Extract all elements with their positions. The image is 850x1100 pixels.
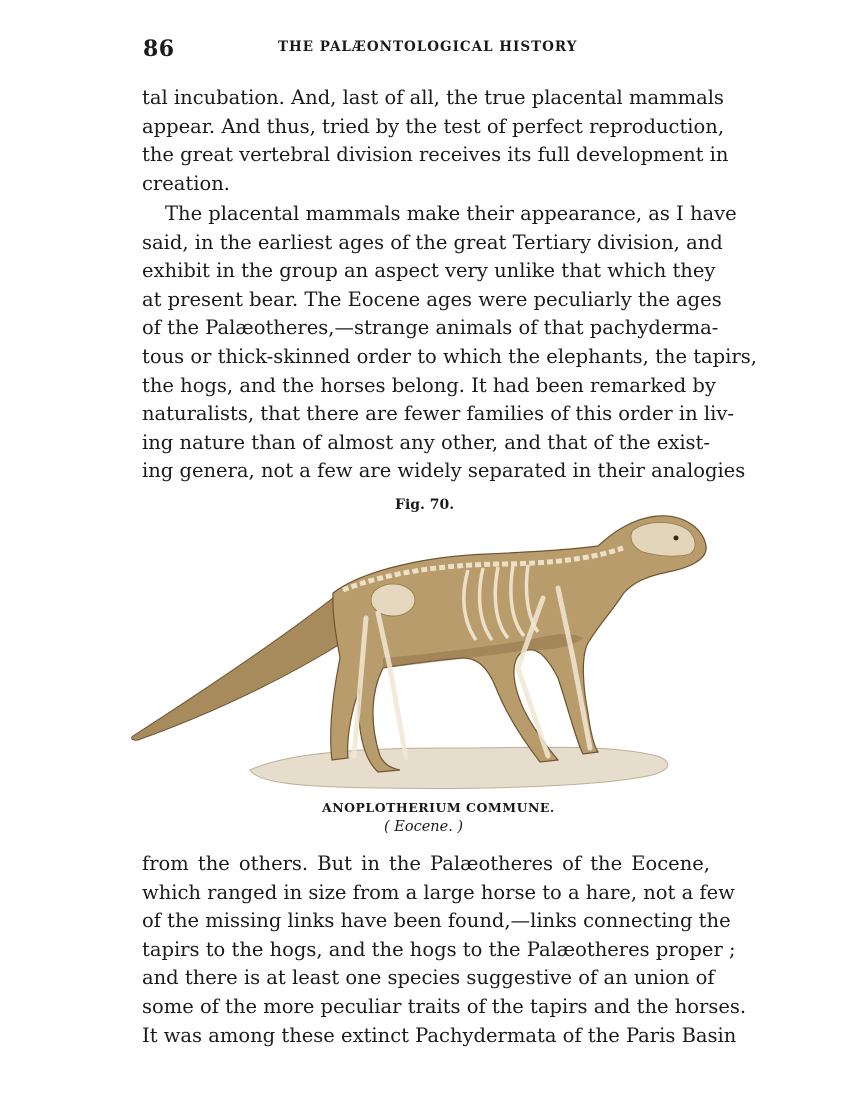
anoplotherium-illustration — [128, 508, 712, 798]
text-line: appear. And thus, tried by the test of perfect reproduction, — [142, 114, 725, 138]
text-line: tapirs to the hogs, and the hogs to the Palæotheres proper ; — [142, 937, 736, 961]
text-line: and there is at least one species suggestive of an union of — [142, 966, 715, 990]
text-line: creation. — [142, 171, 230, 195]
tail — [132, 590, 353, 740]
figure-label: Fig. 70. — [395, 497, 455, 513]
text-line: tal incubation. And, last of all, the true placental mammals — [142, 86, 724, 109]
text-line: the great vertebral division receives its full development in — [142, 143, 729, 167]
paragraph-1 — [142, 84, 729, 198]
page-number: 86 — [143, 36, 175, 62]
text-line: from the others. But in the Palæotheres of the Eocene, — [142, 852, 710, 875]
text-line: at present bear. The Eocene ages were peculiarly the ages — [142, 287, 722, 311]
paragraph-3 — [142, 850, 747, 1050]
text-line: which ranged in size from a large horse to a hare, not a few — [142, 880, 735, 904]
text-line: of the missing links have been found,—links connecting the — [142, 909, 731, 933]
text-line: some of the more peculiar traits of the tapirs and the horses. — [142, 994, 747, 1018]
text-line: naturalists, that there are fewer families of this order in liv- — [142, 402, 734, 426]
text-line: ing genera, not a few are widely separated in their analogies — [142, 459, 746, 483]
text-line: the hogs, and the horses belong. It had been remarked by — [142, 373, 716, 397]
ground-patch — [250, 747, 668, 788]
text-line: ing nature than of almost any other, and that of the exist- — [142, 430, 710, 454]
figure-epoch: ( Eocene. ) — [384, 819, 464, 835]
text-line: exhibit in the group an aspect very unlike that which they — [142, 259, 716, 283]
text-line: tous or thick-skinned order to which the elephants, the tapirs, — [142, 344, 757, 368]
paragraph-2 — [142, 200, 757, 486]
text-line: It was among these extinct Pachydermata of the Paris Basin — [142, 1023, 737, 1047]
text-line: The placental mammals make their appearance, as I have — [165, 202, 737, 225]
figure-caption: ANOPLOTHERIUM COMMUNE. — [322, 800, 555, 815]
running-head: THE PALÆONTOLOGICAL HISTORY — [278, 39, 578, 55]
text-line: said, in the earliest ages of the great Tertiary division, and — [142, 230, 723, 254]
eye — [674, 536, 679, 541]
text-line: of the Palæotheres,—strange animals of that pachyderma- — [142, 316, 719, 340]
